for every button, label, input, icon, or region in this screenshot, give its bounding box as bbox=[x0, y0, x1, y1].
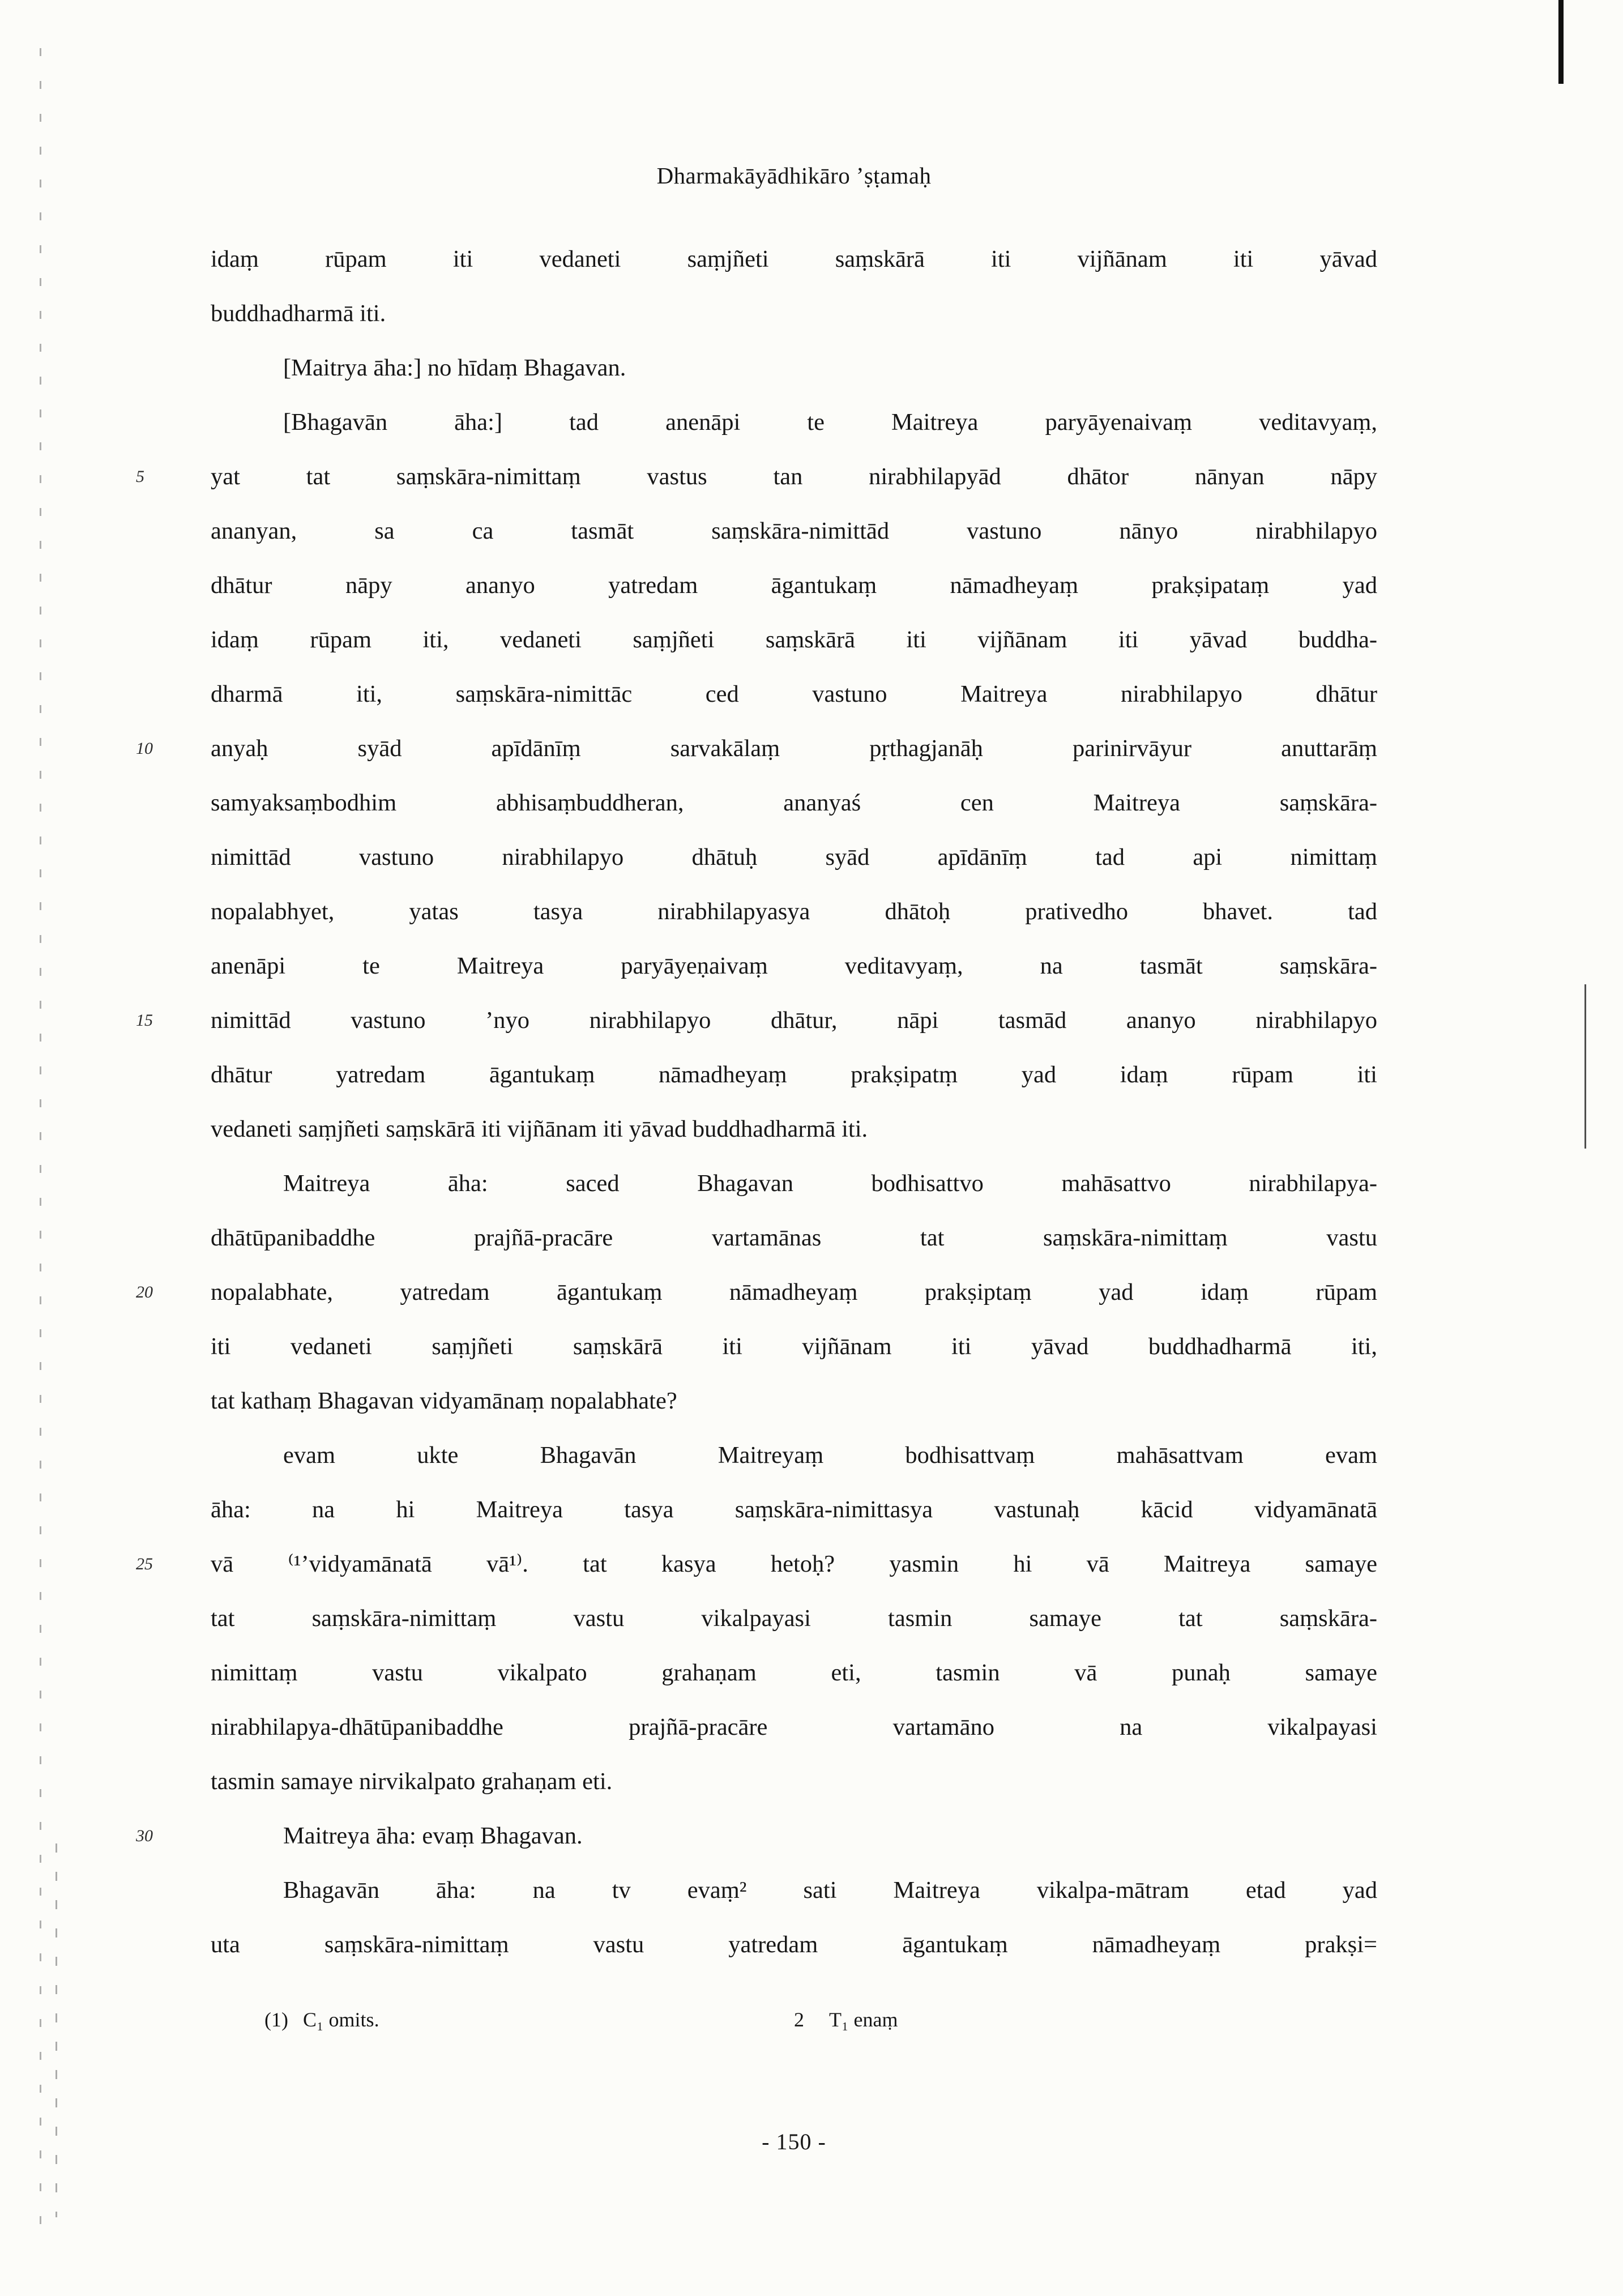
line-text: idaṃ rūpam iti, vedaneti saṃjñeti saṃskārā iti vijñānam iti yāvad buddha- bbox=[211, 626, 1377, 653]
text-line bbox=[211, 1374, 1377, 1428]
footnote-1-text: C₁ omits. bbox=[302, 2008, 379, 2031]
line-text: Bhagavān āha: na tv evaṃ² sati Maitreya vikalpa-mātram etad yad bbox=[283, 1877, 1377, 1904]
line-text: [Maitrya āha:] no hīdaṃ Bhagavan. bbox=[283, 355, 626, 381]
line-text: evam ukte Bhagavān Maitreyaṃ bodhisattvaṃ mahāsattvam evam bbox=[283, 1442, 1377, 1469]
footnote-2-marker: 2 bbox=[794, 2008, 804, 2031]
page-number: - 150 - bbox=[762, 2129, 826, 2154]
scan-artifact-left-dashed-line-2 bbox=[55, 1843, 57, 2217]
text-line bbox=[211, 1755, 1377, 1809]
line-text: nimittaṃ vastu vikalpato grahaṇam eti, tasmin vā punaḥ samaye bbox=[211, 1659, 1377, 1686]
line-text: nimittād vastuno nirabhilapyo dhātuḥ syād apīdānīṃ tad api nimittaṃ bbox=[211, 844, 1377, 870]
text-line bbox=[211, 1102, 1377, 1156]
line-text: Maitreya āha: saced Bhagavan bodhisattvo mahāsattvo nirabhilapya- bbox=[283, 1170, 1377, 1197]
line-text: āha: na hi Maitreya tasya saṃskāra-nimittasya vastunaḥ kācid vidyamānatā bbox=[211, 1496, 1377, 1523]
line-text: vedaneti saṃjñeti saṃskārā iti vijñānam iti yāvad buddhadharmā iti. bbox=[211, 1116, 868, 1142]
text-line bbox=[211, 1211, 1377, 1265]
line-text: [Bhagavān āha:] tad anenāpi te Maitreya paryāyenaivaṃ veditavyaṃ, bbox=[283, 409, 1377, 436]
footnotes bbox=[211, 2008, 1377, 2042]
text-line bbox=[211, 395, 1377, 450]
line-text: iti vedaneti saṃjñeti saṃskārā iti vijñānam iti yāvad buddhadharmā iti, bbox=[211, 1333, 1377, 1360]
line-text: vā ⁽¹ʼvidyamānatā vā¹⁾. tat kasya hetoḥ? yasmin hi vā Maitreya samaye bbox=[211, 1551, 1377, 1577]
text-line bbox=[211, 1646, 1377, 1700]
footnote-1 bbox=[264, 2008, 379, 2032]
line-text: tasmin samaye nirvikalpato grahaṇam eti. bbox=[211, 1768, 613, 1795]
footnote-2-text: T₁ enaṃ bbox=[829, 2008, 898, 2031]
text-line bbox=[136, 450, 1377, 504]
line-text: dhātur nāpy ananyo yatredam āgantukaṃ nāmadheyaṃ prakṣipataṃ yad bbox=[211, 572, 1377, 599]
text-line bbox=[211, 1863, 1377, 1918]
line-text: nopalabhyet, yatas tasya nirabhilapyasya dhātoḥ prativedho bhavet. tad bbox=[211, 898, 1377, 925]
line-number-marker: 20 bbox=[136, 1283, 153, 1301]
text-line bbox=[211, 1156, 1377, 1211]
line-text: dhātur yatredam āgantukaṃ nāmadheyaṃ prakṣipatṃ yad idaṃ rūpam iti bbox=[211, 1061, 1377, 1088]
footnote-1-marker: (1) bbox=[264, 2008, 288, 2031]
text-line bbox=[211, 287, 1377, 341]
text-line bbox=[211, 776, 1377, 830]
text-line bbox=[211, 1320, 1377, 1374]
text-line bbox=[211, 504, 1377, 558]
text-line bbox=[211, 613, 1377, 667]
scan-artifact-left-dashed-line bbox=[40, 48, 41, 2234]
text-line bbox=[136, 993, 1377, 1048]
line-text: anenāpi te Maitreya paryāyeṇaivaṃ veditavyaṃ, na tasmāt saṃskāra- bbox=[211, 953, 1377, 979]
text-line bbox=[211, 232, 1377, 287]
text-line bbox=[211, 1483, 1377, 1537]
text-line bbox=[211, 1591, 1377, 1646]
line-number-marker: 30 bbox=[136, 1826, 153, 1845]
text-line bbox=[211, 1048, 1377, 1102]
line-text: idaṃ rūpam iti vedaneti saṃjñeti saṃskārā iti vijñānam iti yāvad bbox=[211, 246, 1377, 272]
line-number-marker: 15 bbox=[136, 1011, 153, 1030]
line-text: nimittād vastuno ʼnyo nirabhilapyo dhātur, nāpi tasmād ananyo nirabhilapyo bbox=[211, 1007, 1377, 1034]
line-number-marker: 10 bbox=[136, 739, 153, 758]
scan-artifact-top-right-bar bbox=[1558, 0, 1564, 84]
text-line bbox=[211, 830, 1377, 885]
line-text: dharmā iti, saṃskāra-nimittāc ced vastuno Maitreya nirabhilapyo dhātur bbox=[211, 681, 1377, 707]
text-line bbox=[211, 558, 1377, 613]
line-text: yat tat saṃskāra-nimittaṃ vastus tan nirabhilapyād dhātor nānyan nāpy bbox=[211, 463, 1377, 490]
text-line bbox=[211, 667, 1377, 722]
text-line bbox=[136, 1537, 1377, 1591]
text-line bbox=[136, 1809, 1377, 1863]
line-text: anyaḥ syād apīdānīṃ sarvakālaṃ pṛthagjanāḥ parinirvāyur anuttarāṃ bbox=[211, 735, 1377, 762]
line-text: ananyan, sa ca tasmāt saṃskāra-nimittād vastuno nānyo nirabhilapyo bbox=[211, 518, 1377, 544]
line-text: tat saṃskāra-nimittaṃ vastu vikalpayasi tasmin samaye tat saṃskāra- bbox=[211, 1605, 1377, 1632]
line-text: Maitreya āha: evaṃ Bhagavan. bbox=[283, 1823, 583, 1849]
line-number-marker: 5 bbox=[136, 467, 144, 486]
text-line bbox=[211, 1918, 1377, 1972]
line-text: buddhadharmā iti. bbox=[211, 300, 386, 327]
footnote-2 bbox=[794, 2008, 898, 2032]
chapter-running-header: Dharmakāyādhikāro ʼṣṭamaḥ bbox=[656, 163, 932, 189]
line-text: samyaksaṃbodhim abhisaṃbuddheran, ananyaś cen Maitreya saṃskāra- bbox=[211, 789, 1377, 816]
text-line bbox=[211, 1700, 1377, 1755]
line-text: nirabhilapya-dhātūpanibaddhe prajñā-pracāre vartamāno na vikalpayasi bbox=[211, 1714, 1377, 1740]
text-line bbox=[211, 1428, 1377, 1483]
line-text: tat kathaṃ Bhagavan vidyamānaṃ nopalabhate? bbox=[211, 1388, 677, 1414]
text-line bbox=[136, 1265, 1377, 1320]
text-line bbox=[136, 722, 1377, 776]
line-text: dhātūpanibaddhe prajñā-pracāre vartamānas tat saṃskāra-nimittaṃ vastu bbox=[211, 1224, 1377, 1251]
text-line bbox=[211, 939, 1377, 993]
scan-artifact-right-margin-line bbox=[1584, 984, 1586, 1149]
line-text: uta saṃskāra-nimittaṃ vastu yatredam āgantukaṃ nāmadheyaṃ prakṣi= bbox=[211, 1931, 1377, 1958]
line-number-marker: 25 bbox=[136, 1555, 153, 1573]
text-line bbox=[211, 885, 1377, 939]
text-line bbox=[211, 341, 1377, 395]
body-text bbox=[136, 232, 1377, 1972]
line-text: nopalabhate, yatredam āgantukaṃ nāmadheyaṃ prakṣiptaṃ yad idaṃ rūpam bbox=[211, 1279, 1377, 1305]
